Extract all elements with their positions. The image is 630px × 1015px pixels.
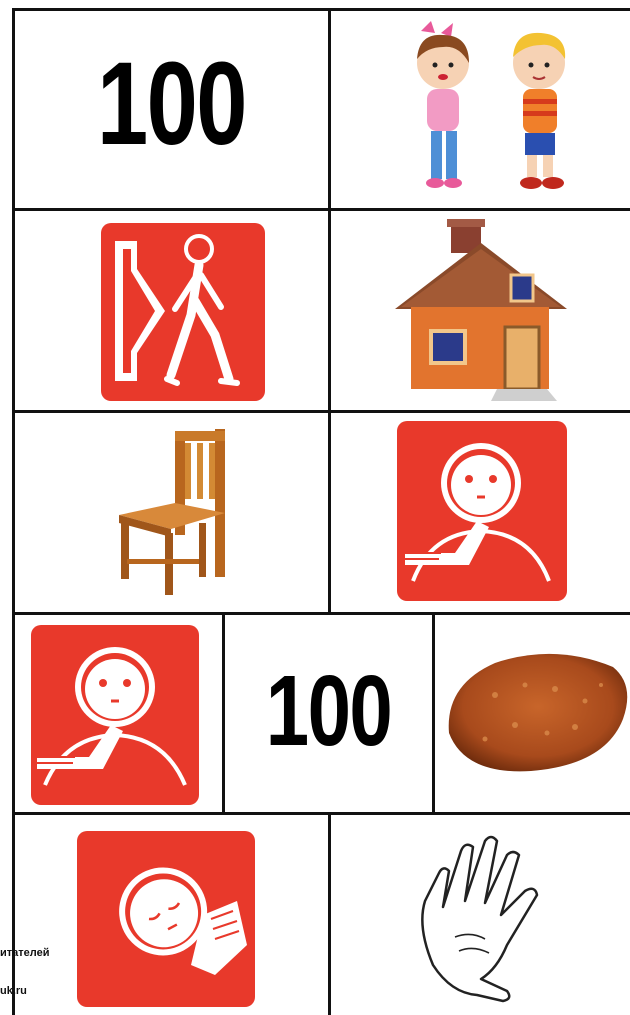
card-hand[interactable]: [331, 815, 630, 1015]
card-cutlet[interactable]: [435, 615, 630, 812]
card-exit[interactable]: [15, 211, 328, 410]
number-label: 100: [265, 655, 392, 767]
cutlet-icon: [435, 615, 630, 812]
card-number-top[interactable]: [15, 11, 328, 208]
watermark-line-1: итателей: [0, 947, 50, 959]
card-eat-gesture-b[interactable]: [15, 615, 222, 812]
card-house[interactable]: [331, 211, 630, 410]
house-icon: [331, 211, 630, 410]
card-number-middle[interactable]: [225, 615, 432, 812]
kids-icon: [331, 11, 630, 208]
card-chair[interactable]: [15, 413, 328, 612]
exit-walking-icon: [15, 211, 328, 410]
chair-icon: [15, 413, 328, 612]
eating-gesture-icon: [331, 413, 630, 612]
watermark-line-2: uk.ru: [0, 985, 27, 997]
eating-gesture-icon: [15, 615, 222, 812]
hand-icon: [331, 815, 630, 1015]
card-eat-gesture-a[interactable]: [331, 413, 630, 612]
card-kids[interactable]: [331, 11, 630, 208]
card-sleep-gesture[interactable]: [15, 815, 328, 1015]
sleep-gesture-icon: [15, 815, 328, 1015]
number-label: 100: [97, 38, 246, 170]
